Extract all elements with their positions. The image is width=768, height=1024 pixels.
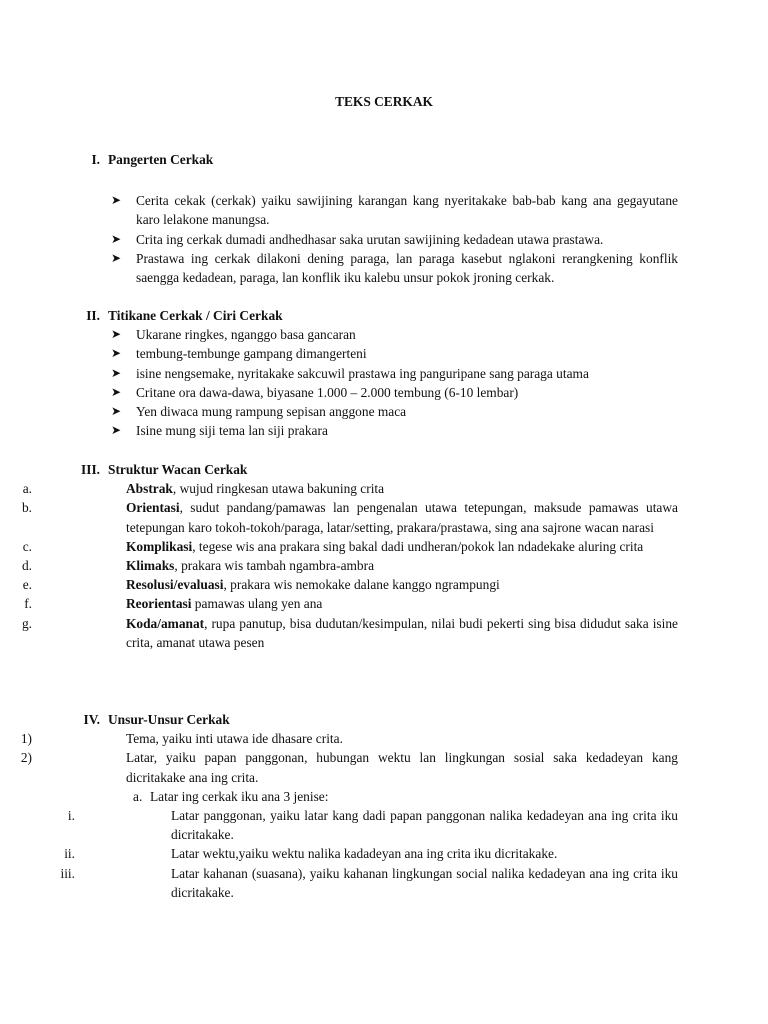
section-struktur	[0, 460, 768, 652]
section-heading	[0, 710, 768, 729]
page-title: TEKS CERKAK	[335, 94, 433, 109]
list-item: ➤ isine nengsemake, nyritakake sakcuwil prastawa ing panguripane sang paraga utama	[0, 364, 678, 383]
list-item: 1) Tema, yaiku inti utawa ide dhasare crita.	[20, 731, 343, 747]
roman-item: i. Latar panggonan, yaiku latar kang dadi papan panggonan nalika kedadeyan ana ing crita iku dicritakake.	[67, 808, 678, 843]
term: Komplikasi	[126, 538, 193, 554]
list-item: 2) Latar, yaiku papan panggonan, hubungan wektu lan lingkungan sosial saka kedadeyan kang dicritakake ana ing crita.	[20, 750, 678, 785]
roman-item: ii. Latar wektu,yaiku wektu nalika kadadeyan ana ing crita iku dicritakake.	[64, 846, 558, 862]
list-item: ➤ Isine mung siji tema lan siji prakara	[0, 421, 678, 440]
arrow-bullet-icon: ➤	[111, 404, 122, 418]
bullet-list	[0, 191, 768, 287]
section-heading	[0, 460, 768, 479]
section-title: Pangerten Cerkak	[108, 152, 214, 167]
term: Klimaks	[126, 558, 175, 573]
list-item: d. Klimaks, prakara wis tambah ngambra-ambra	[21, 558, 375, 573]
list-item: ➤ tembung-tembunge gampang dimangerteni	[0, 344, 678, 363]
list-item: a. Abstrak, wujud ringkesan utawa bakuning crita	[22, 481, 385, 497]
arrow-bullet-icon: ➤	[111, 346, 122, 361]
list-item: g. Koda/amanat, rupa panutup, bisa dudutan/kesimpulan, nilai budi pekerti sing bisa didudut saka isine crita, amanat utawa pesen	[21, 615, 678, 650]
section-title: Unsur-Unsur Cerkak	[108, 712, 230, 727]
arrow-bullet-icon: ➤	[111, 250, 122, 265]
list-item: ➤ Yen diwaca mung rampung sepisan anggone maca	[0, 402, 678, 421]
term: Orientasi	[126, 500, 180, 516]
arrow-bullet-icon: ➤	[111, 231, 122, 246]
list-item: ➤ Critane ora dawa-dawa, biyasane 1.000 – 2.000 tembung (6-10 lembar)	[0, 383, 678, 402]
list-item: c. Komplikasi, tegese wis ana prakara sing bakal dadi undheran/pokok lan ndadekake aluring crita	[22, 538, 644, 554]
element-list	[0, 729, 768, 787]
arrow-bullet-icon: ➤	[111, 365, 122, 380]
section-number: I.	[91, 152, 100, 167]
term: Abstrak	[126, 481, 173, 497]
bullet-list	[0, 325, 768, 440]
arrow-bullet-icon: ➤	[111, 384, 122, 399]
list-item: ➤ Crita ing cerkak dumadi andhedhasar saka urutan sawijining kedadean utawa prastawa.	[0, 230, 678, 249]
section-titikane	[0, 306, 768, 440]
section-number: II.	[86, 308, 100, 323]
term: Reorientasi	[126, 596, 192, 612]
list-item: e. Resolusi/evaluasi, prakara wis nemokake dalane kanggo ngrampungi	[22, 577, 500, 593]
section-number: IV.	[83, 712, 100, 727]
list-item: b. Orientasi, sudut pandang/pamawas lan pengenalan utawa tetepungan, maksude pamawas utawa tetepungan karo tokoh-tokoh/paraga, latar/setting, prakara/prastawa, sing ana sajrone wacan narasi	[21, 500, 678, 535]
list-item: ➤ Cerita cekak (cerkak) yaiku sawijining karangan kang nyeritakake bab-bab kang ana gegayutane karo lelakone manungsa.	[111, 193, 678, 228]
section-heading	[0, 150, 768, 169]
list-item: ➤ Ukarane ringkes, nganggo basa gancaran	[0, 325, 678, 344]
term: Resolusi/evaluasi	[126, 577, 224, 593]
roman-item: iii. Latar kahanan (suasana), yaiku kahanan lingkungan social nalika kedadeyan ana ing crita iku dicritakake.	[60, 865, 678, 900]
section-unsur	[0, 710, 768, 902]
arrow-bullet-icon: ➤	[111, 327, 122, 342]
list-item: ➤ Prastawa ing cerkak dilakoni dening paraga, lan paraga kasebut nglakoni rerangkening konflik saengga kedadean, paraga, lan konflik iku kalebu unsur pokok jroning cerkak.	[111, 250, 678, 285]
arrow-bullet-icon: ➤	[111, 193, 122, 208]
list-item: f. Reorientasi pamawas ulang yen ana	[24, 596, 323, 612]
term: Koda/amanat	[126, 615, 205, 631]
section-pangerten	[0, 150, 768, 287]
arrow-bullet-icon: ➤	[111, 423, 122, 438]
section-heading	[0, 306, 768, 325]
structure-list	[0, 479, 768, 652]
section-title: Titikane Cerkak / Ciri Cerkak	[108, 308, 283, 323]
section-number: III.	[81, 462, 100, 477]
section-title: Struktur Wacan Cerkak	[108, 462, 248, 477]
sub-item: a. Latar ing cerkak iku ana 3 jenise:	[133, 788, 329, 804]
